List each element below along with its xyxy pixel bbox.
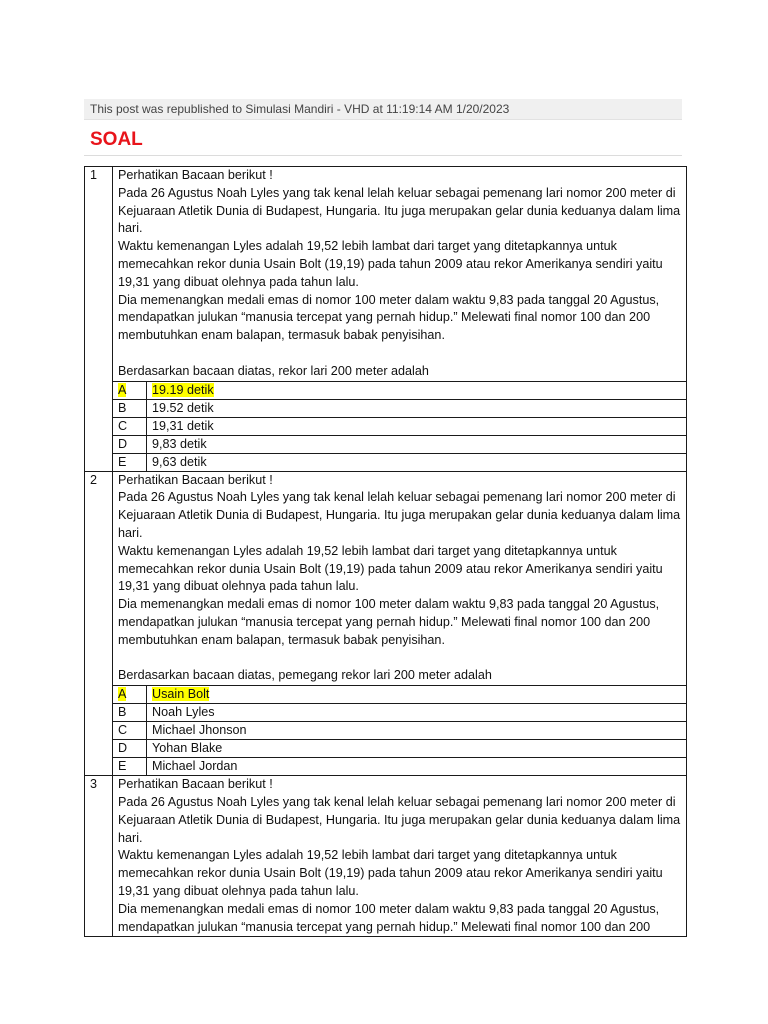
- option-letter: C: [113, 722, 147, 740]
- option-text: [147, 381, 687, 399]
- question-number: 3: [85, 776, 113, 937]
- question-text: [113, 167, 687, 382]
- option-answer-text: 19.19 detik: [152, 382, 214, 397]
- option-letter: D: [113, 435, 147, 453]
- question-row: [85, 471, 687, 686]
- question-number: 1: [85, 167, 113, 472]
- option-text: Yohan Blake: [147, 740, 687, 758]
- option-letter: B: [113, 399, 147, 417]
- option-text: 9,83 detik: [147, 435, 687, 453]
- republish-banner-text: This post was republished to Simulasi Mandiri - VHD at 11:19:14 AM 1/20/2023: [90, 102, 510, 116]
- question-paragraph: Perhatikan Bacaan berikut !: [118, 777, 273, 792]
- question-row: [85, 167, 687, 382]
- question-prompt: Berdasarkan bacaan diatas, pemegang rekor lari 200 meter adalah: [118, 668, 492, 683]
- option-text: 19.52 detik: [147, 399, 687, 417]
- question-prompt: Berdasarkan bacaan diatas, rekor lari 200 meter adalah: [118, 363, 429, 378]
- page-title: SOAL: [90, 129, 143, 150]
- question-paragraph: Dia memenangkan medali emas di nomor 100 meter dalam waktu 9,83 pada tanggal 20 Agustus, mendapatkan julukan “manusia tercepat yang pernah hidup.” Melewati final nomor 100 dan 200: [118, 901, 660, 934]
- option-letter: E: [113, 758, 147, 776]
- option-row[interactable]: [85, 435, 687, 453]
- option-text: [147, 686, 687, 704]
- question-paragraph: Pada 26 Agustus Noah Lyles yang tak kenal lelah keluar sebagai pemenang lari nomor 200 meter di Kejuaraan Atletik Dunia di Budapest, Hungaria. Itu juga merupakan gelar dunia keduanya dalam lima hari.: [118, 185, 681, 236]
- option-text: Noah Lyles: [147, 704, 687, 722]
- option-row[interactable]: [85, 758, 687, 776]
- option-text: 9,63 detik: [147, 453, 687, 471]
- question-number: 2: [85, 471, 113, 776]
- option-row[interactable]: [85, 453, 687, 471]
- option-letter: C: [113, 417, 147, 435]
- question-paragraph: Dia memenangkan medali emas di nomor 100 meter dalam waktu 9,83 pada tanggal 20 Agustus, mendapatkan julukan “manusia tercepat yang pernah hidup.” Melewati final nomor 100 dan 200 membutuhkan enam balapan, termasuk babak penyisihan.: [118, 292, 660, 343]
- question-table: [84, 166, 687, 937]
- option-letter: E: [113, 453, 147, 471]
- question-text: [113, 776, 687, 937]
- question-paragraph: Waktu kemenangan Lyles adalah 19,52 lebih lambat dari target yang ditetapkannya untuk memecahkan rekor dunia Usain Bolt (19,19) pada tahun 2009 atau rekor Amerikanya sendiri yaitu 19,31 yang dibuat olehnya pada tahun lalu.: [118, 848, 663, 898]
- question-row: [85, 776, 687, 937]
- option-row[interactable]: [85, 740, 687, 758]
- option-row[interactable]: [85, 704, 687, 722]
- question-paragraph: Perhatikan Bacaan berikut !: [118, 168, 273, 182]
- option-letter: B: [113, 704, 147, 722]
- option-text: 19,31 detik: [147, 417, 687, 435]
- option-letter-text: A: [118, 687, 127, 702]
- option-row[interactable]: [85, 686, 687, 704]
- option-letter-text: A: [118, 382, 127, 397]
- option-text: Michael Jhonson: [147, 722, 687, 740]
- option-row[interactable]: [85, 722, 687, 740]
- question-paragraph: Pada 26 Agustus Noah Lyles yang tak kenal lelah keluar sebagai pemenang lari nomor 200 meter di Kejuaraan Atletik Dunia di Budapest, Hungaria. Itu juga merupakan gelar dunia keduanya dalam lima hari.: [118, 490, 681, 540]
- republish-banner: [84, 99, 682, 120]
- option-text: Michael Jordan: [147, 758, 687, 776]
- option-answer-text: Usain Bolt: [152, 687, 210, 702]
- option-letter: D: [113, 740, 147, 758]
- question-paragraph: Pada 26 Agustus Noah Lyles yang tak kenal lelah keluar sebagai pemenang lari nomor 200 meter di Kejuaraan Atletik Dunia di Budapest, Hungaria. Itu juga merupakan gelar dunia keduanya dalam lima hari.: [118, 794, 681, 845]
- option-row[interactable]: [85, 381, 687, 399]
- option-letter: [113, 381, 147, 399]
- option-row[interactable]: [85, 399, 687, 417]
- option-letter: [113, 686, 147, 704]
- question-paragraph: Waktu kemenangan Lyles adalah 19,52 lebih lambat dari target yang ditetapkannya untuk memecahkan rekor dunia Usain Bolt (19,19) pada tahun 2009 atau rekor Amerikanya sendiri yaitu 19,31 yang dibuat olehnya pada tahun lalu.: [118, 543, 663, 594]
- question-paragraph: Perhatikan Bacaan berikut !: [118, 472, 273, 487]
- question-text: [113, 471, 687, 686]
- title-divider: [84, 155, 682, 156]
- option-row[interactable]: [85, 417, 687, 435]
- question-paragraph: Dia memenangkan medali emas di nomor 100 meter dalam waktu 9,83 pada tanggal 20 Agustus, mendapatkan julukan “manusia tercepat yang pernah hidup.” Melewati final nomor 100 dan 200 membutuhkan enam balapan, termasuk babak penyisihan.: [118, 597, 660, 647]
- question-paragraph: Waktu kemenangan Lyles adalah 19,52 lebih lambat dari target yang ditetapkannya untuk memecahkan rekor dunia Usain Bolt (19,19) pada tahun 2009 atau rekor Amerikanya sendiri yaitu 19,31 yang dibuat olehnya pada tahun lalu.: [118, 239, 663, 289]
